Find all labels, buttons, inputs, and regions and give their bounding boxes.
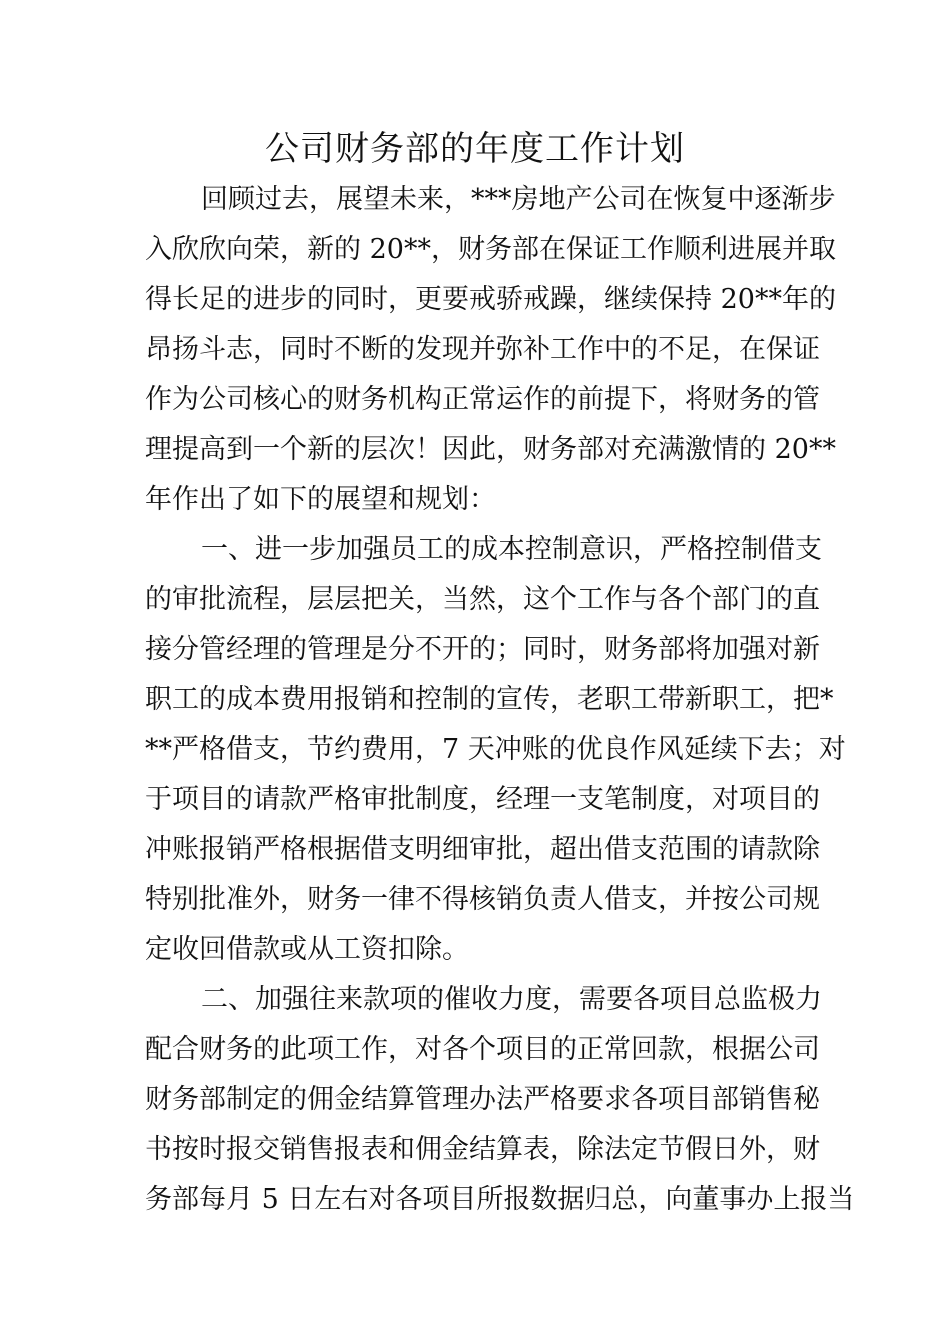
paragraph-line: 一、进一步加强员工的成本控制意识，严格控制借支 (201, 534, 822, 565)
paragraph-line: 冲账报销严格根据借支明细审批，超出借支范围的请款除 (145, 834, 820, 865)
paragraph-line: 配合财务的此项工作，对各个项目的正常回款，根据公司 (145, 1034, 820, 1065)
paragraph-line: 得长足的进步的同时，更要戒骄戒躁，继续保持 20**年的 (145, 284, 836, 315)
paragraph-line: **严格借支，节约费用，7 天冲账的优良作风延续下去；对 (145, 734, 846, 765)
paragraph-line: 理提高到一个新的层次！因此，财务部对充满激情的 20** (145, 434, 836, 465)
paragraph-line: 于项目的请款严格审批制度，经理一支笔制度，对项目的 (145, 784, 820, 815)
paragraph-line: 财务部制定的佣金结算管理办法严格要求各项目部销售秘 (145, 1084, 820, 1115)
paragraph-line: 回顾过去，展望未来，***房地产公司在恢复中逐渐步 (201, 184, 836, 215)
paragraph-line: 特别批准外，财务一律不得核销负责人借支，并按公司规 (145, 884, 820, 915)
paragraph-line: 接分管经理的管理是分不开的；同时，财务部将加强对新 (145, 634, 820, 665)
paragraph-line: 昂扬斗志，同时不断的发现并弥补工作中的不足，在保证 (145, 334, 820, 365)
paragraph-line: 的审批流程，层层把关，当然，这个工作与各个部门的直 (145, 584, 820, 615)
paragraph-line: 入欣欣向荣，新的 20**，财务部在保证工作顺利进展并取 (145, 234, 836, 265)
document-title: 公司财务部的年度工作计划 (265, 129, 685, 169)
paragraph-line: 作为公司核心的财务机构正常运作的前提下，将财务的管 (145, 384, 820, 415)
paragraph-line: 务部每月 5 日左右对各项目所报数据归总，向董事办上报当 (145, 1184, 855, 1215)
paragraph-line: 二、加强往来款项的催收力度，需要各项目总监极力 (201, 984, 822, 1015)
paragraph-line: 定收回借款或从工资扣除。 (145, 934, 469, 965)
paragraph-line: 书按时报交销售报表和佣金结算表，除法定节假日外，财 (145, 1134, 820, 1165)
paragraph-line: 职工的成本费用报销和控制的宣传，老职工带新职工，把* (145, 684, 834, 715)
paragraph-line: 年作出了如下的展望和规划： (145, 484, 496, 515)
